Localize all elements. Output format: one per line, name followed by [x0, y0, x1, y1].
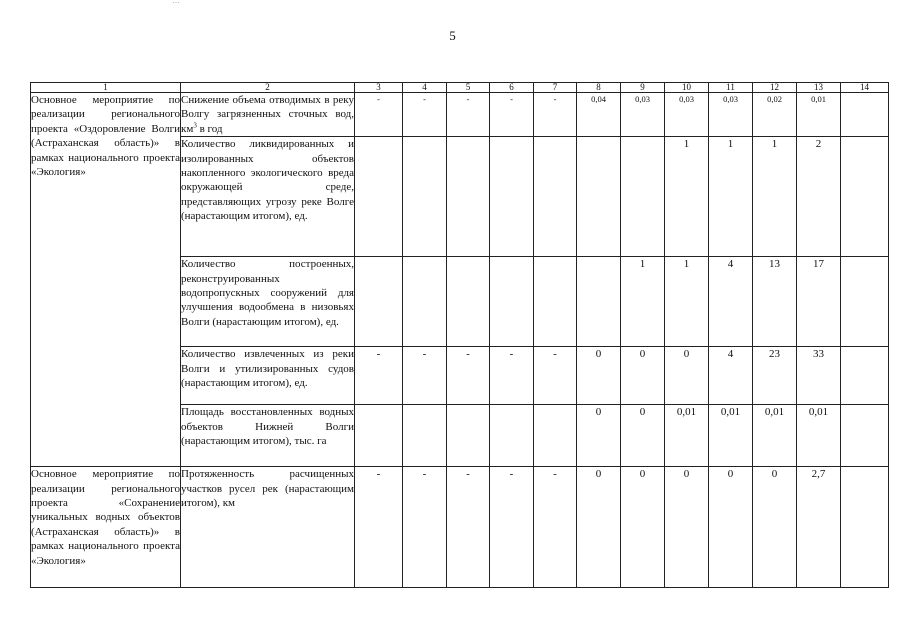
value-cell-col-9: 0 [621, 405, 665, 467]
value-cell-col-5 [447, 257, 490, 347]
indicator-cell [181, 347, 355, 405]
column-number-13: 13 [797, 83, 841, 93]
value-cell-col-7: - [534, 467, 577, 588]
column-number-10: 10 [665, 83, 709, 93]
value-cell-col-5: - [447, 347, 490, 405]
indicator-text: Протяженность расчищенных участков русел рек (нарастающим итогом), км [181, 468, 354, 510]
column-number-9: 9 [621, 83, 665, 93]
value-cell-col-11: 0,03 [709, 93, 753, 137]
value-cell-col-12: 0,02 [753, 93, 797, 137]
value-cell-col-11: 1 [709, 137, 753, 257]
value-cell-col-3 [355, 137, 403, 257]
column-number-3: 3 [355, 83, 403, 93]
value-cell-col-4 [403, 257, 447, 347]
indicator-cell [181, 93, 355, 137]
value-cell-col-13: 0,01 [797, 405, 841, 467]
indicator-cell [181, 405, 355, 467]
value-cell-col-3 [355, 257, 403, 347]
value-cell-col-6: - [490, 467, 534, 588]
value-cell-col-9: 0 [621, 347, 665, 405]
value-cell-col-11: 0,01 [709, 405, 753, 467]
value-cell-col-9 [621, 137, 665, 257]
value-cell-col-7: - [534, 93, 577, 137]
value-cell-col-12: 0 [753, 467, 797, 588]
value-cell-col-3: - [355, 467, 403, 588]
value-cell-col-12: 13 [753, 257, 797, 347]
corner-mark: … [172, 0, 181, 5]
value-cell-col-6: - [490, 93, 534, 137]
value-cell-col-6 [490, 137, 534, 257]
value-cell-col-13: 2 [797, 137, 841, 257]
value-cell-col-13: 33 [797, 347, 841, 405]
table-row [31, 93, 889, 137]
value-cell-col-3: - [355, 93, 403, 137]
unit-exponent: 3 [193, 121, 197, 130]
value-cell-col-13: 0,01 [797, 93, 841, 137]
value-cell-col-4: - [403, 347, 447, 405]
value-cell-col-13: 2,7 [797, 467, 841, 588]
value-cell-col-8 [577, 137, 621, 257]
value-cell-col-10: 0,01 [665, 405, 709, 467]
value-cell-col-8: 0 [577, 467, 621, 588]
value-cell-col-7: - [534, 347, 577, 405]
indicator-cell [181, 257, 355, 347]
column-number-6: 6 [490, 83, 534, 93]
column-number-1: 1 [31, 83, 181, 93]
event-cell: Основное мероприятие по реализации регионального проекта «Оздоровление Волги (Астраханская область)» в рамках национального проекта «Экология» [31, 93, 181, 467]
value-cell-col-7 [534, 137, 577, 257]
value-cell-col-13: 17 [797, 257, 841, 347]
column-number-4: 4 [403, 83, 447, 93]
value-cell-col-10: 0 [665, 467, 709, 588]
value-cell-col-7 [534, 257, 577, 347]
value-cell-col-6 [490, 405, 534, 467]
value-cell-col-10: 1 [665, 257, 709, 347]
value-cell-col-14 [841, 137, 889, 257]
value-cell-col-14 [841, 467, 889, 588]
indicator-unit-tail: в год [196, 122, 223, 135]
event-cell: Основное мероприятие по реализации регионального проекта «Сохранение уникальных водных объектов (Астраханская область)» в рамках национального проекта «Экология» [31, 467, 181, 588]
indicator-cell [181, 137, 355, 257]
value-cell-col-11: 4 [709, 257, 753, 347]
value-cell-col-14 [841, 405, 889, 467]
indicator-text: Площадь восстановленных водных объектов Нижней Волги (нарастающим итогом), тыс. га [181, 406, 354, 448]
value-cell-col-5 [447, 405, 490, 467]
column-number-8: 8 [577, 83, 621, 93]
value-cell-col-12: 0,01 [753, 405, 797, 467]
value-cell-col-6 [490, 257, 534, 347]
value-cell-col-12: 23 [753, 347, 797, 405]
value-cell-col-8: 0,04 [577, 93, 621, 137]
value-cell-col-7 [534, 405, 577, 467]
value-cell-col-10: 0 [665, 347, 709, 405]
indicator-text: Количество построенных, реконструированных водопропускных сооружений для улучшения водообмена в низовьях Волги (нарастающим итогом), ед. [181, 258, 354, 328]
value-cell-col-11: 0 [709, 467, 753, 588]
value-cell-col-5: - [447, 467, 490, 588]
column-number-row [31, 83, 889, 93]
indicator-table [30, 82, 889, 588]
value-cell-col-12: 1 [753, 137, 797, 257]
indicator-text: Количество извлеченных из реки Волги и утилизированных судов (нарастающим итогом), ед. [181, 348, 354, 390]
table-row [31, 467, 889, 588]
value-cell-col-5: - [447, 93, 490, 137]
column-number-12: 12 [753, 83, 797, 93]
value-cell-col-4 [403, 405, 447, 467]
value-cell-col-5 [447, 137, 490, 257]
value-cell-col-9: 0 [621, 467, 665, 588]
value-cell-col-9: 1 [621, 257, 665, 347]
value-cell-col-10: 0,03 [665, 93, 709, 137]
value-cell-col-10: 1 [665, 137, 709, 257]
value-cell-col-4: - [403, 93, 447, 137]
value-cell-col-8: 0 [577, 347, 621, 405]
value-cell-col-14 [841, 347, 889, 405]
indicator-cell [181, 467, 355, 588]
value-cell-col-11: 4 [709, 347, 753, 405]
column-number-7: 7 [534, 83, 577, 93]
value-cell-col-8: 0 [577, 405, 621, 467]
indicator-text: Количество ликвидированных и изолированных объектов накопленного экологического вреда окружающей среде, представляющих угрозу реке Волге (нарастающим итогом), ед. [181, 138, 354, 223]
indicator-text: Снижение объема отводимых в реку Волгу загрязненных сточных вод, км [181, 94, 354, 135]
value-cell-col-3 [355, 405, 403, 467]
value-cell-col-6: - [490, 347, 534, 405]
column-number-2: 2 [181, 83, 355, 93]
column-number-5: 5 [447, 83, 490, 93]
value-cell-col-3: - [355, 347, 403, 405]
value-cell-col-14 [841, 93, 889, 137]
column-number-11: 11 [709, 83, 753, 93]
value-cell-col-14 [841, 257, 889, 347]
page-number: 5 [449, 28, 456, 43]
value-cell-col-8 [577, 257, 621, 347]
value-cell-col-4 [403, 137, 447, 257]
value-cell-col-9: 0,03 [621, 93, 665, 137]
column-number-14: 14 [841, 83, 889, 93]
value-cell-col-4: - [403, 467, 447, 588]
